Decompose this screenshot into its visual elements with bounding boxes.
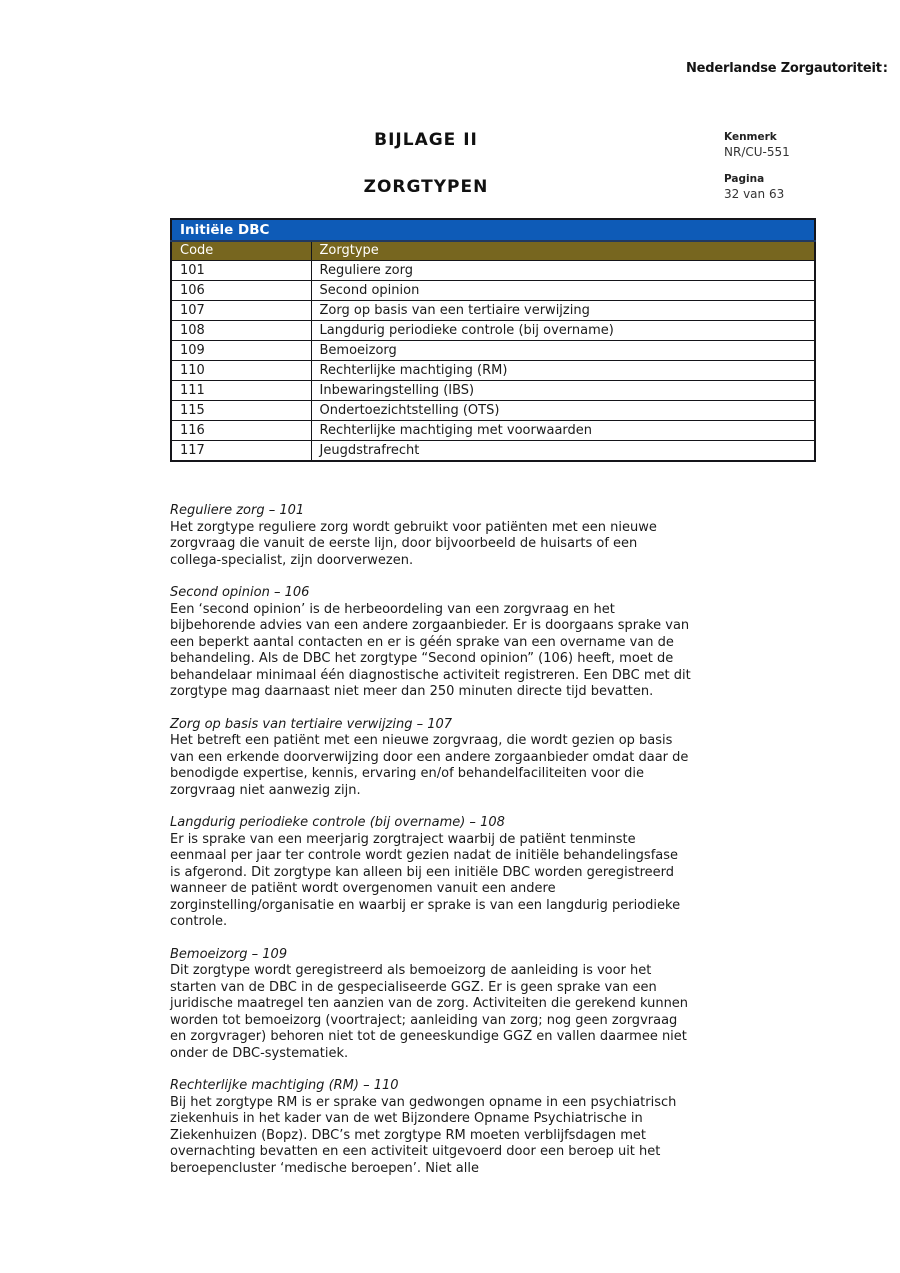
zorgtype-cell: Second opinion [311,280,815,300]
table-row [171,320,815,340]
zorgtype-section [170,947,692,1063]
zorgtype-cell: Langdurig periodieke controle (bij overname) [311,320,815,340]
pagina-label: Pagina [724,173,765,185]
table-row [171,280,815,300]
code-cell: 108 [171,320,311,340]
zorgtype-cell: Rechterlijke machtiging (RM) [311,360,815,380]
section-heading: Langdurig periodieke controle (bij overname) – 108 [170,815,505,830]
table-title-row [171,219,815,241]
kenmerk-value: NR/CU-551 [724,145,790,159]
section-heading: Bemoeizorg – 109 [170,946,288,962]
zorgtype-section [170,815,692,931]
zorgtype-cell: Zorg op basis van een tertiaire verwijzing [311,300,815,320]
section-body: Het zorgtype reguliere zorg wordt gebruikt voor patiënten met een nieuwe zorgvraag die vanuit de eerste lijn, door bijvoorbeeld de huisarts of een collega-specialist, zijn doorverwezen. [170,519,657,568]
zorgtype-cell: Rechterlijke machtiging met voorwaarden [311,420,815,440]
zorgtype-section [170,503,692,569]
pagina-value: 32 van 63 [724,187,785,201]
section-body: Een ‘second opinion’ is de herbeoordeling van een zorgvraag en het bijbehorende advies van een andere zorgaanbieder. Er is doorgaans sprake van een beperkt aantal contacten en er is géén sprake van een overname van de behandeling. Als de DBC het zorgtype “Second opinion” (106) heeft, moet de behandelaar minimaal één diagnostische activiteit registreren. Een DBC met dit zorgtype mag daarnaast niet meer dan 250 minuten directe tijd bevatten. [170,601,691,699]
code-cell: 111 [171,380,311,400]
table-header-row [171,241,815,260]
code-cell: 115 [171,400,311,420]
code-cell: 117 [171,440,311,461]
table-row [171,400,815,420]
zorgtype-table-body [171,260,815,461]
table-row [171,260,815,280]
section-heading: Rechterlijke machtiging (RM) – 110 [170,1078,399,1093]
table-title: Initiële DBC [171,219,815,241]
table-row [171,440,815,461]
section-heading: Reguliere zorg – 101 [170,503,305,518]
section-body: Dit zorgtype wordt geregistreerd als bemoeizorg de aanleiding is voor het starten van de DBC in de gespecialiseerde GGZ. Er is geen sprake van een juridische maatregel ten aanzien van de zorg. Activiteiten die gerekend kunnen worden tot bemoeizorg (voortraject; aanleiding van zorg; nog geen zorgvraag en zorgvrager) behoren niet tot de geneeskundige GGZ en vallen daarmee niet onder de DBC-systematiek. [170,963,689,1061]
table-row [171,340,815,360]
document-meta [724,131,790,201]
zorgtype-cell: Jeugdstrafrecht [311,440,815,461]
sections [170,503,692,1193]
zorgtype-section [170,585,692,701]
section-body: Bij het zorgtype RM is er sprake van gedwongen opname in een psychiatrisch ziekenhuis in het kader van de wet Bijzondere Opname Psychiatrische in Ziekenhuizen (Bopz). DBC’s met zorgtype RM moeten verblijfsdagen met overnachting bevatten en een activiteit uitgevoerd door een beroep uit het beroepencluster ‘medische beroepen’. Niet alle [170,1094,677,1176]
table-row [171,300,815,320]
code-cell: 101 [171,260,311,280]
zorgtype-cell: Reguliere zorg [311,260,815,280]
zorgtype-table [170,218,816,462]
code-cell: 107 [171,300,311,320]
logo-mark: : [882,61,888,76]
zorgtype-section [170,717,692,800]
kenmerk-label: Kenmerk [724,131,777,143]
zorgtype-cell: Bemoeizorg [311,340,815,360]
table-row [171,380,815,400]
code-cell: 116 [171,420,311,440]
page-title: BIJLAGE II [374,130,478,150]
column-header-code: Code [171,241,311,260]
section-heading: Zorg op basis van tertiaire verwijzing – 107 [170,716,453,732]
zorgtype-section [170,1078,692,1177]
section-heading: Second opinion – 106 [170,585,310,600]
document-titles [170,130,682,197]
column-header-zorgtype: Zorgtype [311,241,815,260]
table-row [171,360,815,380]
zorgtype-cell: Ondertoezichtstelling (OTS) [311,400,815,420]
page-subtitle: ZORGTYPEN [363,177,489,197]
zorgtype-cell: Inbewaringstelling (IBS) [311,380,815,400]
code-cell: 106 [171,280,311,300]
section-body: Het betreft een patiënt met een nieuwe zorgvraag, die wordt gezien op basis van een erkende doorverwijzing door een andere zorgaanbieder omdat daar de benodigde expertise, kennis, ervaring en/of behandelfaciliteiten voor die zorgvraag niet aanwezig zijn. [170,733,689,798]
logo-text: Nederlandse Zorgautoriteit [686,61,882,76]
code-cell: 110 [171,360,311,380]
nza-logo [686,61,888,76]
code-cell: 109 [171,340,311,360]
table-row [171,420,815,440]
section-body: Er is sprake van een meerjarig zorgtraject waarbij de patiënt tenminste eenmaal per jaar ter controle wordt gezien nadat de initiële behandelingsfase is afgerond. Dit zorgtype kan alleen bij een initiële DBC worden geregistreerd wanneer de patiënt wordt overgenomen vanuit een andere zorginstelling/organisatie en waarbij er sprake is van een langdurig periodieke controle. [170,831,681,929]
